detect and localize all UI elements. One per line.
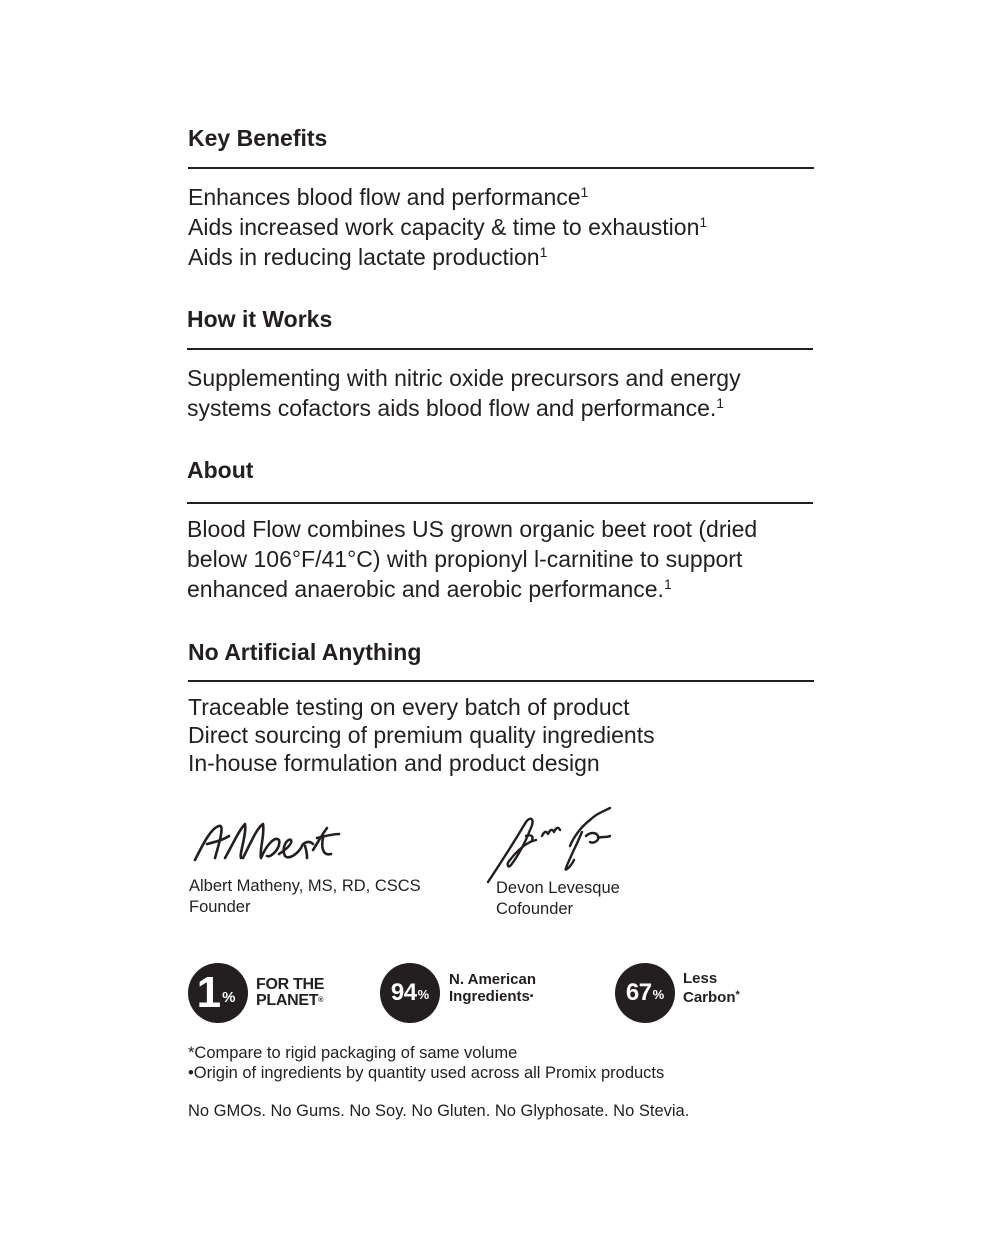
about-heading: About	[187, 457, 254, 483]
cofounder-role: Cofounder	[496, 900, 574, 918]
how-it-works-heading: How it Works	[187, 306, 333, 332]
how-it-works-line: systems cofactors aids blood flow and performance.$^1$	[187, 395, 725, 421]
less-carbon-badge	[615, 963, 740, 1023]
no-artificial-heading: No Artificial Anything	[188, 639, 422, 665]
founder-name: Albert Matheny, MS, RD, CSCS	[189, 877, 421, 895]
divider	[187, 502, 813, 504]
one-percent-circle: 1 %	[188, 963, 248, 1023]
no-artificial-line: Direct sourcing of premium quality ingredients	[188, 722, 655, 748]
no-ingredients-statement: No GMOs. No Gums. No Soy. No Gluten. No Glyphosate. No Stevia.	[188, 1102, 690, 1120]
benefit-line: Enhances blood flow and performance$^1$	[188, 184, 589, 210]
divider	[188, 680, 814, 682]
no-artificial-line: In-house formulation and product design	[188, 750, 600, 776]
cofounder-name: Devon Levesque	[496, 879, 620, 897]
one-percent-planet-badge	[188, 963, 324, 1023]
how-it-works-section	[187, 304, 813, 423]
divider	[187, 348, 813, 350]
benefit-line: Aids in reducing lactate production$^1$	[188, 244, 548, 270]
cofounder-signature-block	[486, 806, 626, 920]
albert-signature-image	[189, 814, 349, 870]
how-it-works-line: Supplementing with nitric oxide precursors and energy	[187, 365, 741, 391]
founder-role: Founder	[189, 898, 251, 916]
about-line: below 106°F/41°C) with propionyl l-carnitine to support	[187, 546, 743, 572]
no-artificial-line: Traceable testing on every batch of product	[188, 694, 630, 720]
key-benefits-section	[188, 123, 814, 272]
no-artificial-section	[188, 637, 814, 777]
divider	[188, 167, 814, 169]
ninety-four-percent-circle: 94 %	[380, 963, 440, 1023]
packaging-footnote: *Compare to rigid packaging of same volume	[188, 1044, 518, 1062]
north-american-ingredients-badge	[380, 963, 536, 1023]
north-american-label: N. American Ingredients•	[449, 971, 536, 1005]
about-section	[187, 455, 813, 604]
benefit-line: Aids increased work capacity & time to exhaustion$^1$	[188, 214, 708, 240]
founder-signature-block	[189, 814, 421, 918]
about-line: Blood Flow combines US grown organic beet root (dried	[187, 516, 758, 542]
key-benefits-heading: Key Benefits	[188, 125, 328, 151]
about-line: enhanced anaerobic and aerobic performance.$^1$	[187, 576, 672, 602]
less-carbon-label: Less Carbon*	[683, 970, 740, 1006]
sixty-seven-percent-circle: 67 %	[615, 963, 675, 1023]
origin-footnote: •Origin of ingredients by quantity used across all Promix products	[188, 1064, 665, 1082]
devon-signature-image	[486, 806, 626, 886]
one-percent-label: FOR THE PLANET®	[256, 976, 325, 1009]
